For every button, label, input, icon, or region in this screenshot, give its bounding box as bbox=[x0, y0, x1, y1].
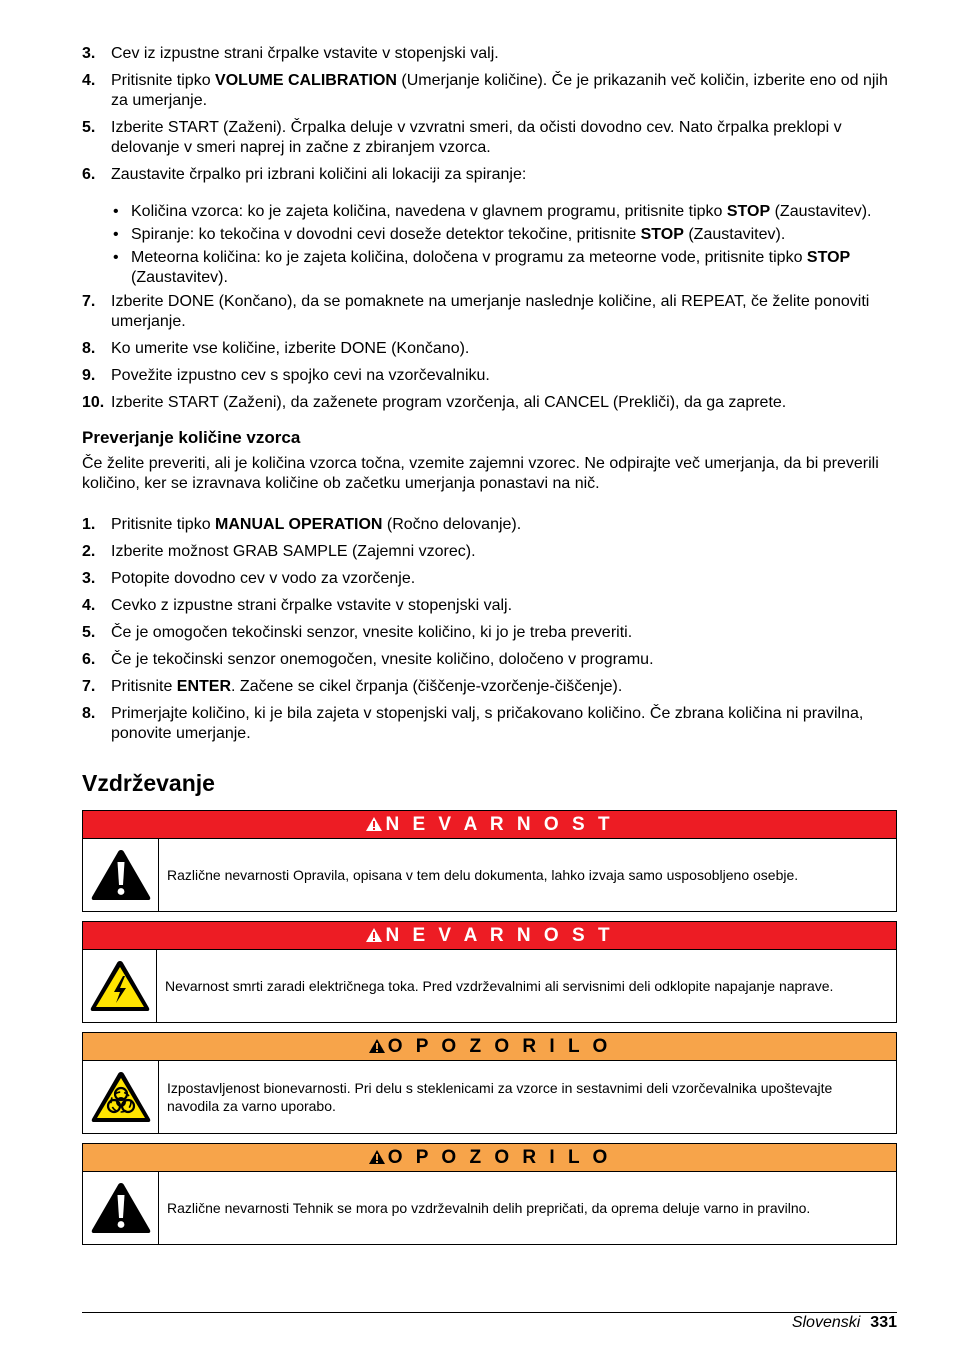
hazard-text: Nevarnost smrti zaradi električnega toka. Pred vzdrževalnimi ali servisnimi deli odklopite napajanje naprave. bbox=[165, 978, 834, 994]
danger-box bbox=[82, 921, 897, 1023]
step-item: 4. Pritisnite tipko VOLUME CALIBRATION (Umerjanje količine). Če je prikazanih več količin, izberite eno od njih za umerjanje. bbox=[82, 72, 888, 109]
document-page bbox=[82, 44, 897, 1254]
step-item: 9. Povežite izpustno cev s spojko cevi na vzorčevalniku. bbox=[82, 367, 490, 384]
warning-triangle-icon bbox=[365, 927, 383, 943]
step-item: 5. Če je omogočen tekočinski senzor, vnesite količino, ki jo je treba preveriti. bbox=[82, 624, 633, 641]
warning-header: O P O Z O R I L O bbox=[83, 1144, 896, 1172]
warning-box bbox=[82, 1032, 897, 1134]
step-item: 5. Izberite START (Zaženi). Črpalka deluje v vzvratni smeri, da očisti dovodno cev. Nato črpalka preklopi v delovanje v smeri naprej in začne z zbiranjem vzorca. bbox=[82, 119, 842, 156]
step-item: 3. Potopite dovodno cev v vodo za vzorčenje. bbox=[82, 570, 416, 587]
bullet-list bbox=[82, 202, 897, 288]
hazard-text: Izpostavljenost bionevarnosti. Pri delu s steklenicami za vzorce in sestavnimi deli vzorčevalnika upoštevajte navodila za varno uporabo. bbox=[167, 1080, 833, 1114]
maintenance-heading: Vzdrževanje bbox=[82, 770, 215, 796]
warning-triangle-icon bbox=[368, 1038, 386, 1054]
step-item: 8. Primerjajte količino, ki je bila zajeta v stopenjski valj, s pričakovano količino. Če zbrana količina ni pravilna, ponovite umerjanje. bbox=[82, 705, 864, 742]
step-item: 7. Izberite DONE (Končano), da se pomaknete na umerjanje naslednje količine, ali REPEAT, če želite ponoviti umerjanje. bbox=[82, 293, 870, 330]
biohazard-icon bbox=[90, 1070, 152, 1124]
footer-language: Slovenski bbox=[791, 1314, 861, 1331]
step-item: 3. Cev iz izpustne strani črpalke vstavite v stopenjski valj. bbox=[82, 45, 499, 62]
danger-header: N E V A R N O S T bbox=[83, 922, 896, 950]
danger-header: N E V A R N O S T bbox=[83, 811, 896, 839]
warning-header: O P O Z O R I L O bbox=[83, 1033, 896, 1061]
electrical-hazard-icon bbox=[89, 959, 151, 1013]
step-item: 6. Zaustavite črpalko pri izbrani količini ali lokaciji za spiranje: bbox=[82, 166, 527, 183]
warning-box bbox=[82, 1143, 897, 1245]
page-footer bbox=[82, 1312, 897, 1331]
step-item: 6. Če je tekočinski senzor onemogočen, vnesite količino, določeno v programu. bbox=[82, 651, 654, 668]
general-hazard-icon bbox=[90, 848, 152, 902]
step-item: 7. Pritisnite ENTER. Začene se cikel črpanja (čiščenje-vzorčenje-čiščenje). bbox=[82, 678, 623, 695]
warning-triangle-icon bbox=[368, 1149, 386, 1165]
step-item: 8. Ko umerite vse količine, izberite DONE (Končano). bbox=[82, 340, 470, 357]
bullet-item: • Količina vzorca: ko je zajeta količina, navedena v glavnem programu, pritisnite tipko STOP (Zaustavitev). bbox=[113, 203, 872, 220]
section-intro: Če želite preveriti, ali je količina vzorca točna, vzemite zajemni vzorec. Ne odpirajte več umerjanja, da bi preverili količino, ker se izravnava količine ob začetku umerjanja ponastavi na nič. bbox=[82, 455, 879, 492]
bullet-item: • Meteorna količina: ko je zajeta količina, določena v programu za meteorne vode, pritisnite tipko STOP (Zaustavitev). bbox=[113, 249, 851, 286]
bullet-item: • Spiranje: ko tekočina v dovodni cevi doseže detektor tekočine, pritisnite STOP (Zaustavitev). bbox=[113, 226, 786, 243]
step-item: 10. Izberite START (Zaženi), da zaženete program vzorčenja, ali CANCEL (Prekliči), da ga zaprete. bbox=[82, 394, 787, 411]
hazard-text: Različne nevarnosti Opravila, opisana v tem delu dokumenta, lahko izvaja samo usposobljeno osebje. bbox=[167, 867, 799, 883]
section-heading: Preverjanje količine vzorca bbox=[82, 428, 301, 447]
step-item: 2. Izberite možnost GRAB SAMPLE (Zajemni vzorec). bbox=[82, 543, 476, 560]
hazard-text: Različne nevarnosti Tehnik se mora po vzdrževalnih delih prepričati, da oprema deluje varno in pravilno. bbox=[167, 1200, 811, 1216]
warning-triangle-icon bbox=[365, 816, 383, 832]
page-number: 331 bbox=[870, 1314, 897, 1331]
step-item: 1. Pritisnite tipko MANUAL OPERATION (Ročno delovanje). bbox=[82, 516, 522, 533]
danger-box bbox=[82, 810, 897, 912]
general-hazard-icon bbox=[90, 1181, 152, 1235]
step-item: 4. Cevko z izpustne strani črpalke vstavite v stopenjski valj. bbox=[82, 597, 513, 614]
